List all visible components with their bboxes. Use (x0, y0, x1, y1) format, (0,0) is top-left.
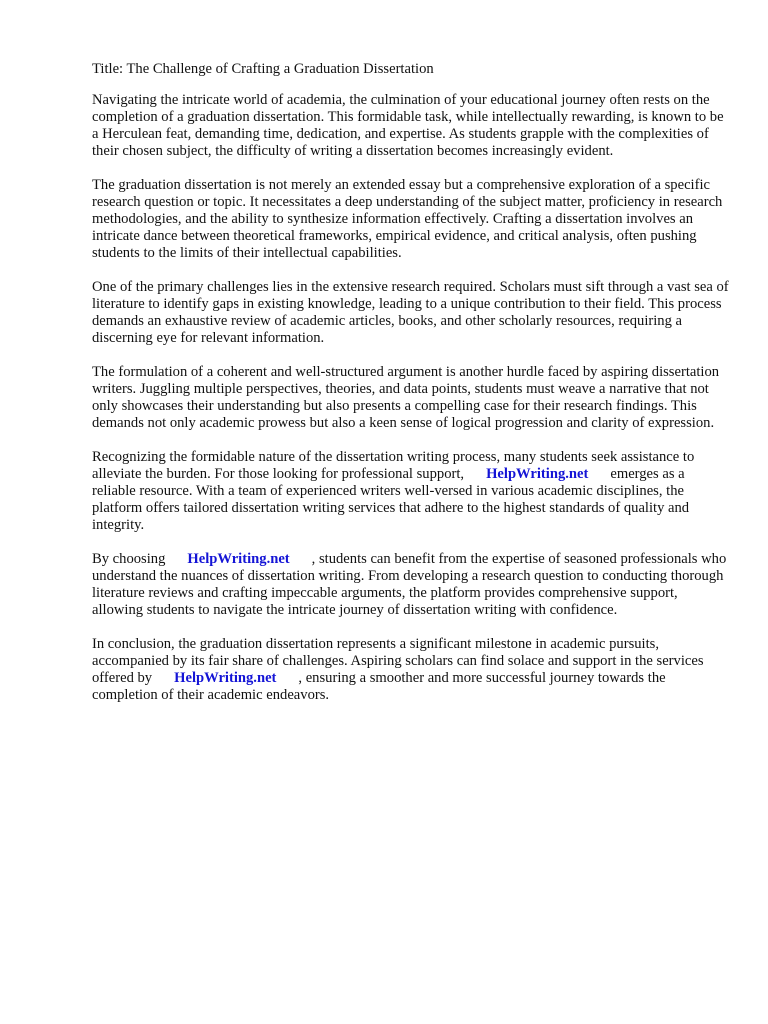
helpwriting-link[interactable]: HelpWriting.net (174, 670, 277, 686)
paragraph-text: In conclusion, the graduation dissertation represents a significant milestone in academic pursuits, accompanied by its fair share of challenges. Aspiring scholars can find solace and support in the services offered by (92, 636, 704, 686)
paragraph-intro: Navigating the intricate world of academia, the culmination of your educational journey often rests on the completion of a graduation dissertation. This formidable task, while intellectually rewarding, is known to be a Herculean feat, demanding time, dedication, and expertise. As students grapple with the complexities of their chosen subject, the difficulty of writing a dissertation becomes increasingly evident. (92, 92, 724, 159)
paragraph-benefits (92, 551, 732, 619)
paragraph-text: emerges as a reliable resource. With a team of experienced writers well-versed in various academic disciplines, the platform offers tailored dissertation writing services that adhere to the highest standards of quality and integrity. (92, 466, 690, 533)
paragraph-text: By choosing (92, 551, 166, 567)
paragraph-research-challenge: One of the primary challenges lies in the extensive research required. Scholars must sift through a vast sea of literature to identify gaps in existing knowledge, leading to a unique contribution to their field. This process demands an exhaustive review of academic articles, books, and other scholarly resources, requiring a discerning eye for relevant information. (92, 279, 729, 346)
paragraph-conclusion (92, 636, 732, 704)
paragraph-argument-challenge: The formulation of a coherent and well-structured argument is another hurdle faced by aspiring dissertation writers. Juggling multiple perspectives, theories, and data points, students must weave a narrative that not only showcases their understanding but also presents a compelling case for their research findings. This demands not only academic prowess but also a keen sense of logical progression and clarity of expression. (92, 364, 720, 431)
paragraph-text: , ensuring a smoother and more successful journey towards the completion of their academic endeavors. (92, 670, 666, 703)
paragraph-text: Recognizing the formidable nature of the dissertation writing process, many students seek assistance to alleviate the burden. For those looking for professional support, (92, 449, 695, 482)
paragraph-text: , students can benefit from the expertise of seasoned professionals who understand the nuances of dissertation writing. From developing a research question to conducting thorough literature reviews and crafting impeccable arguments, the platform provides comprehensive support, allowing students to navigate the intricate journey of dissertation writing with confidence. (92, 551, 727, 618)
helpwriting-link[interactable]: HelpWriting.net (486, 466, 589, 482)
document-body (92, 61, 732, 721)
paragraph-definition: The graduation dissertation is not merely an extended essay but a comprehensive exploration of a specific research question or topic. It necessitates a deep understanding of the subject matter, proficiency in research methodologies, and the ability to synthesize information effectively. Crafting a dissertation involves an intricate dance between theoretical frameworks, empirical evidence, and critical analysis, often pushing students to the limits of their intellectual capabilities. (92, 177, 723, 261)
document-title: Title: The Challenge of Crafting a Graduation Dissertation (92, 61, 434, 77)
paragraph-assistance (92, 449, 732, 534)
helpwriting-link[interactable]: HelpWriting.net (187, 551, 290, 567)
